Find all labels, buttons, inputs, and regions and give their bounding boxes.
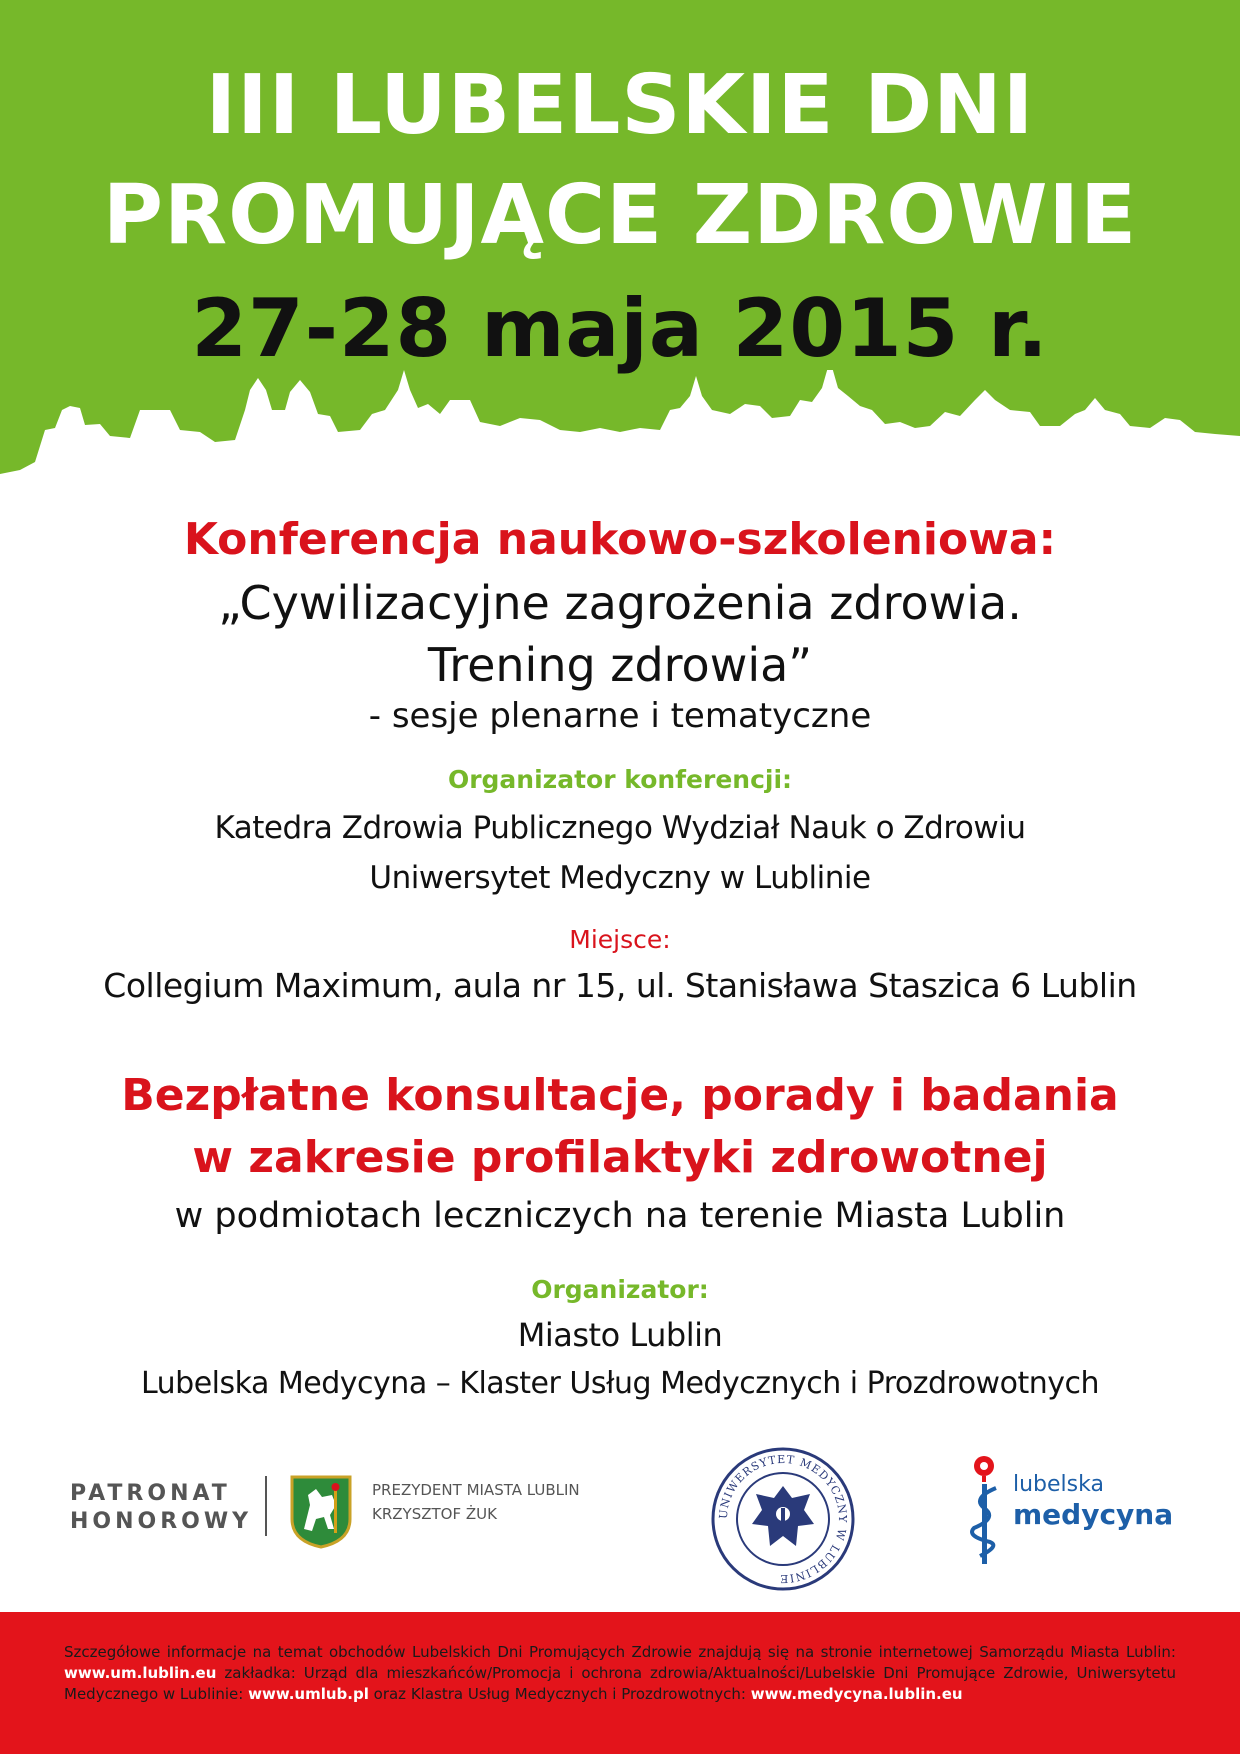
consultations-heading-line1: Bezpłatne konsultacje, porady i badania <box>121 1070 1119 1121</box>
conference-organizer-line2: Uniwersytet Medyczny w Lublinie <box>369 860 871 896</box>
lm-line2: medycyna <box>1013 1498 1174 1531</box>
conference-title-line2: Trening zdrowia” <box>427 638 813 692</box>
prezydent-line2: KRZYSZTOF ŻUK <box>372 1505 497 1523</box>
footer-text <box>64 1642 1176 1705</box>
patronat-honorowy <box>70 1480 252 1536</box>
university-seal-icon <box>710 1446 856 1592</box>
city-skyline-icon <box>0 370 1240 496</box>
footer-bar <box>0 1612 1240 1754</box>
footer-link-umlub[interactable]: www.umlub.pl <box>248 1685 369 1703</box>
conference-organizer-label: Organizator konferencji: <box>447 765 793 794</box>
consultations-organizer-line1: Miasto Lublin <box>517 1316 723 1354</box>
consultations-heading-line2: w zakresie profilaktyki zdrowotnej <box>192 1132 1048 1183</box>
prezydent-line1: PREZYDENT MIASTA LUBLIN <box>372 1481 580 1499</box>
prezydent-text <box>372 1478 580 1526</box>
lubelska-medycyna-text <box>1013 1470 1173 1530</box>
lublin-crest-icon <box>290 1475 352 1549</box>
event-date: 27-28 maja 2015 r. <box>191 282 1049 375</box>
patronat-line1: PATRONAT <box>70 1481 231 1506</box>
footer-link-medycyna[interactable]: www.medycyna.lublin.eu <box>750 1685 963 1703</box>
conference-heading: Konferencja naukowo-szkoleniowa: <box>183 514 1057 565</box>
footer-text-1: Szczegółowe informacje na temat obchodów Lubelskich Dni Promujących Zdrowie znajdują się na stronie internetowej Samorządu Miasta Lublin: <box>64 1643 1176 1661</box>
place-address: Collegium Maximum, aula nr 15, ul. Stanisława Staszica 6 Lublin <box>103 966 1137 1005</box>
seal-text: UNIWERSYTET MEDYCZNY W LUBLINIE <box>716 1452 850 1586</box>
divider <box>265 1476 267 1536</box>
conference-subtitle: - sesje plenarne i tematyczne <box>368 696 872 736</box>
footer-text-2: zakładka: Urząd dla mieszkańców/Promocja i ochrona zdrowia/Aktualności/Lubelskie Dni Promujące Zdrowie, Uniwersytetu Medycznego w Lublinie: <box>64 1664 1176 1703</box>
footer-text-3: oraz Klastra Usług Medycznych i Prozdrowotnych: <box>368 1685 751 1703</box>
conference-organizer-line1: Katedra Zdrowia Publicznego Wydział Nauk o Zdrowiu <box>214 810 1026 846</box>
lm-line1: lubelska <box>1013 1472 1104 1497</box>
consultations-subtitle: w podmiotach leczniczych na terenie Miasta Lublin <box>174 1196 1066 1236</box>
patronat-line2: HONOROWY <box>70 1509 253 1534</box>
consultations-organizer-line2: Lubelska Medycyna – Klaster Usług Medycznych i Prozdrowotnych <box>140 1366 1099 1401</box>
consultations-organizer-label: Organizator: <box>531 1275 709 1304</box>
event-title-line1: III LUBELSKIE DNI <box>205 58 1035 153</box>
footer-link-um-lublin[interactable]: www.um.lublin.eu <box>64 1664 217 1682</box>
event-title-line2: PROMUJĄCE ZDROWIE <box>102 168 1138 263</box>
place-label: Miejsce: <box>569 925 671 954</box>
logos-row <box>0 1430 1240 1590</box>
lubelska-medycyna-logo-icon <box>970 1452 1010 1568</box>
header-banner <box>0 0 1240 496</box>
conference-title-line1: „Cywilizacyjne zagrożenia zdrowia. <box>218 576 1022 630</box>
